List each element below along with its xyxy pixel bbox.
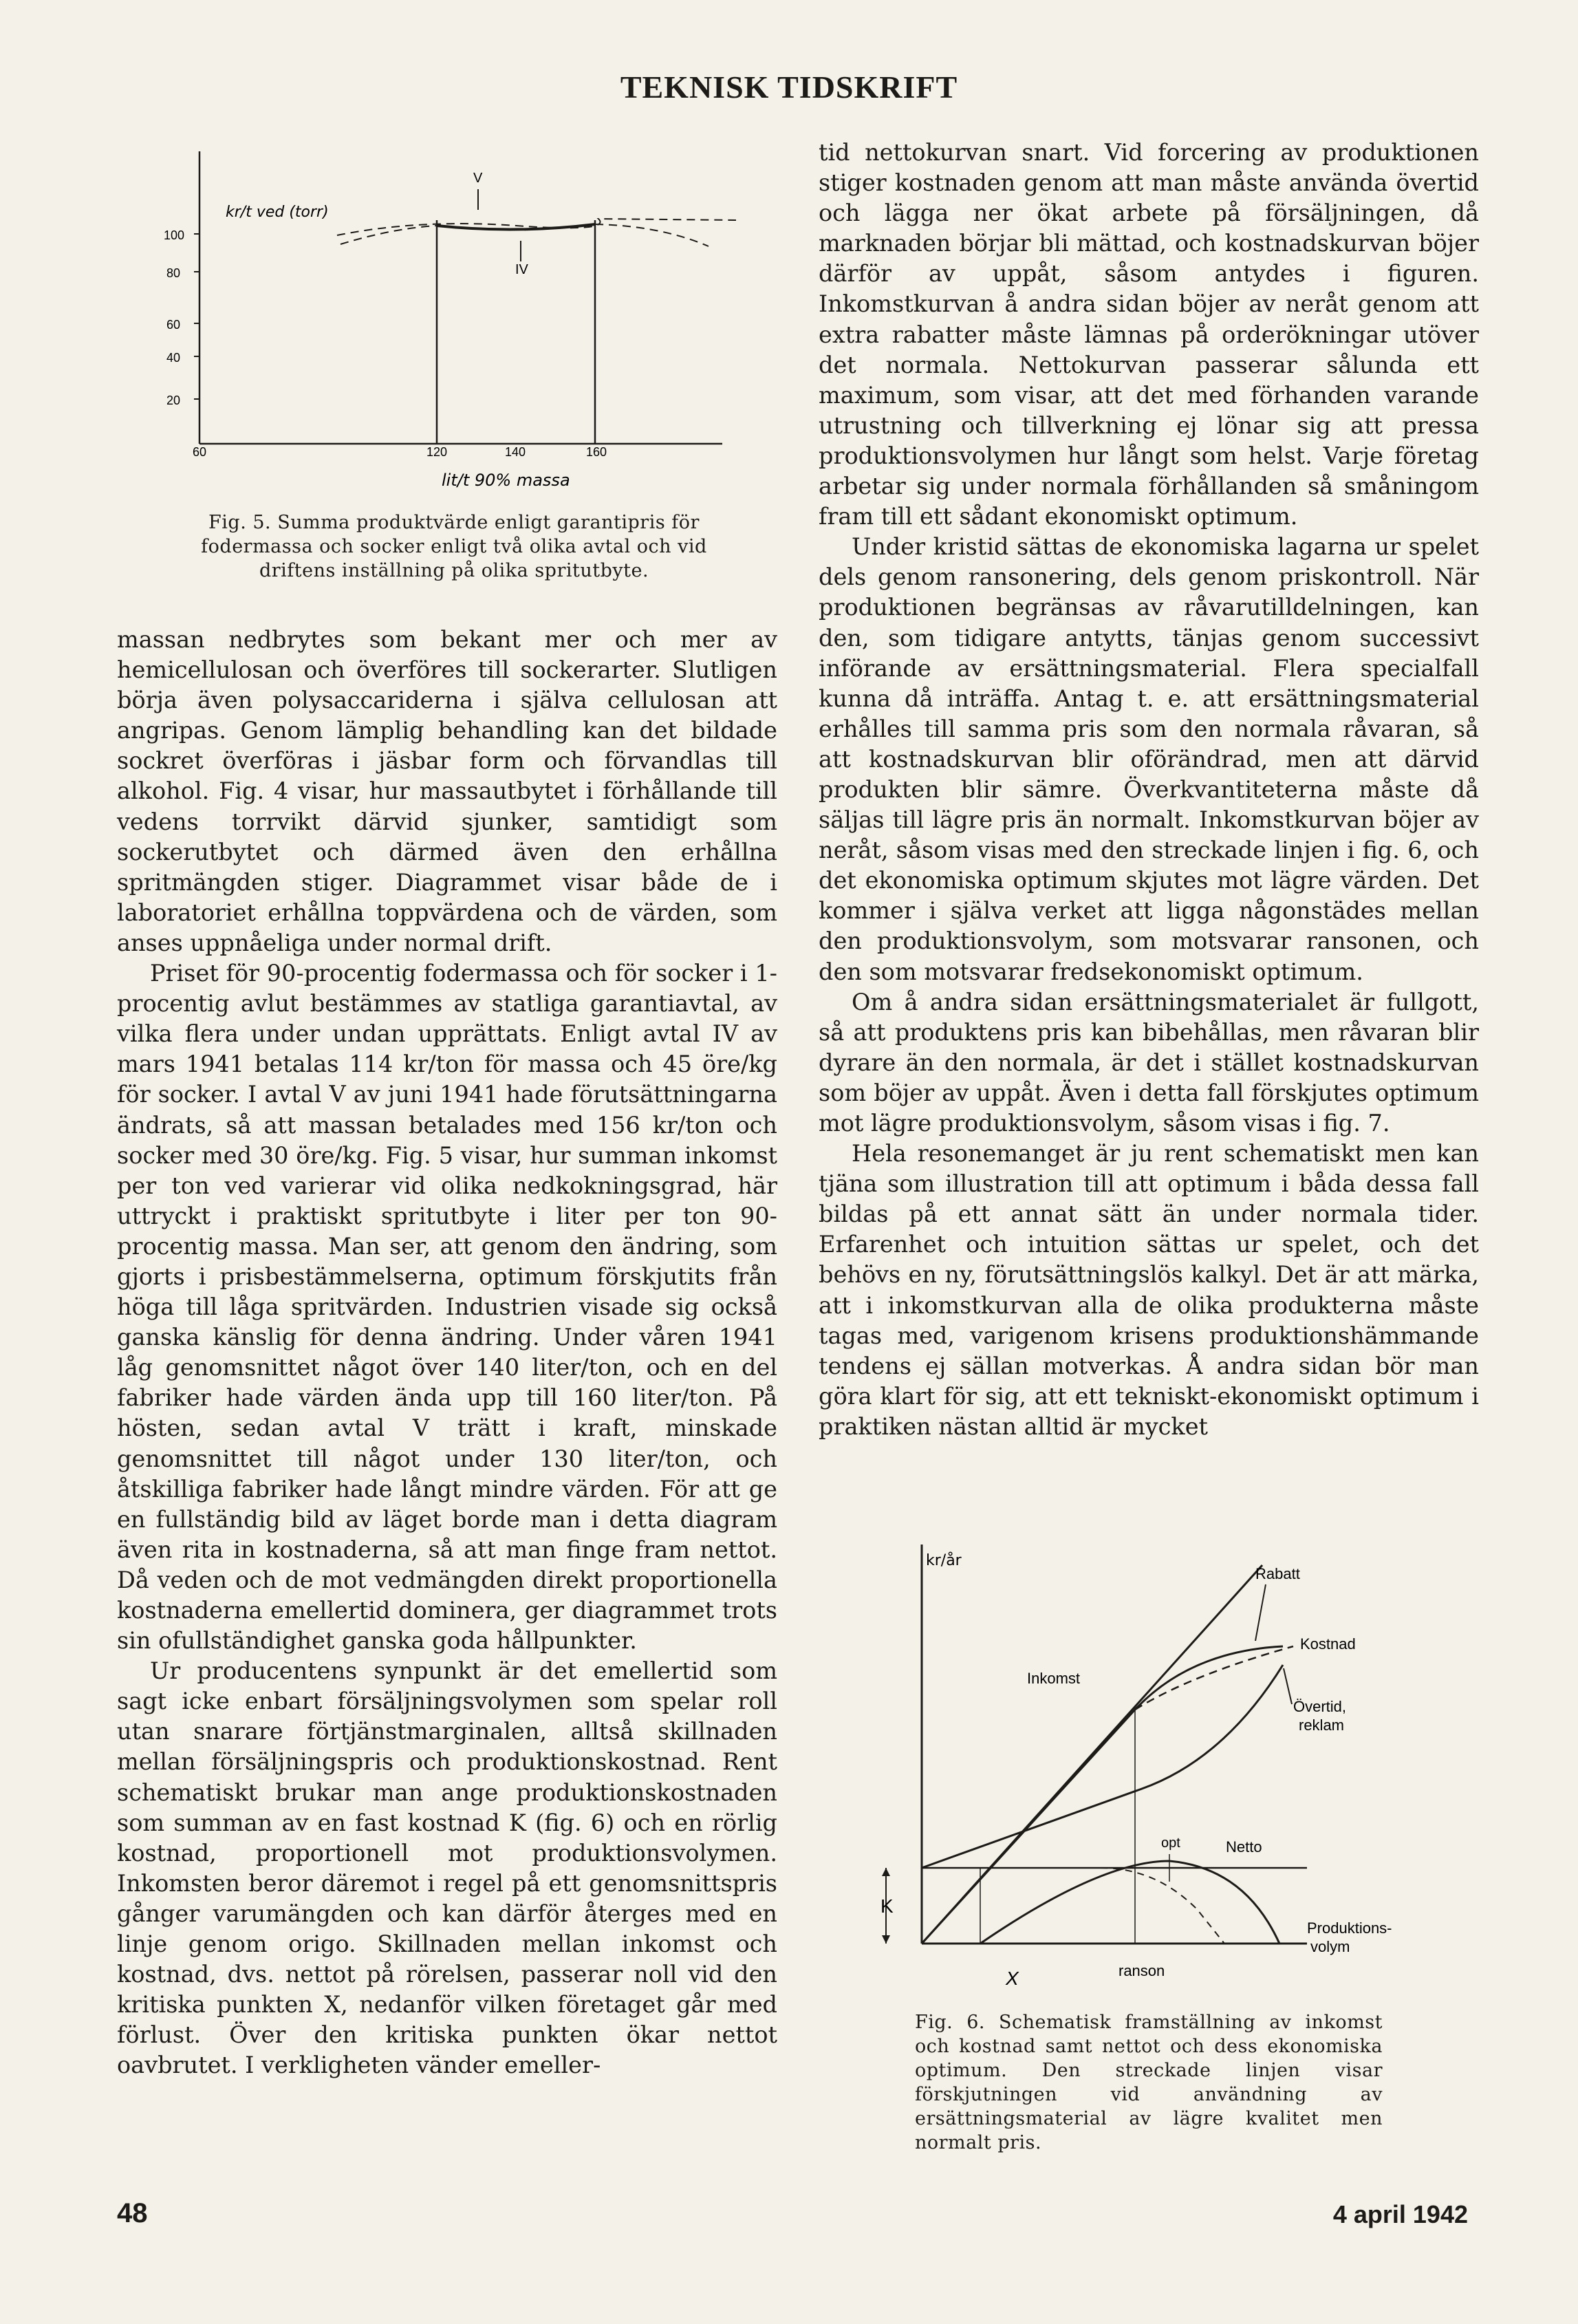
fig6-ylabel: kr/år xyxy=(926,1552,962,1569)
paragraph: Under kristid sättas de ekonomiska lagarna ur spelet dels genom ransonering, dels genom priskontroll. När produktionen begränsas av råvarutilldelningen, kan den, som tidigare antytts, tänjas genom successivt införande av ersättningsmaterial. Flera specialfall kunna då inträffa. Antag t. e. att ersättningsmaterial erhålles till samma pris som den normala råvaran, så att kostnadskurvan blir oförändrad, men att därvid produkten blir sämre. Överkvantiteterna måste då säljas till lägre pris än normalt. Inkomstkurvan böjer av neråt, såsom visas med den streckade linjen i fig. 6, och det ekonomiska optimum skjutes mot lägre värden. Det kommer i själva verket att ligga någonstädes mellan den produktionsvolym, som motsvarar ransonen, och den som motsvarar fredsekonomiskt optimum. xyxy=(819,533,1479,985)
figure-5 xyxy=(158,151,736,495)
figure-6-caption: Fig. 6. Schematisk framställning av inkomst och kostnad samt nettot och dess ekonomiska optimum. Den streckade linjen visar förskjutningen vid användning av ersättningsmaterial av lägre kvalitet men normalt pris. xyxy=(915,2012,1383,2153)
paragraph: Hela resonemanget är ju rent schematiskt men kan tjäna som illustration till att optimum i båda dessa fall bildas på ett annat sätt än under normala tider. Erfarenhet och intuition sättas ur spelet, och det behövs en ny, förutsättningslös kalkyl. Det är att märka, att i inkomstkurvan alla de olika produkterna måste tagas med, varigenom krisens produktionshämmande tendens ej sällan motverkas. Å andra sidan bör man göra klart för sig, att ett tekniskt-ekonomiskt optimum i praktiken nästan alltid är mycket xyxy=(819,1140,1479,1440)
x-tick-label: 60 xyxy=(193,445,207,459)
journal-title: TEKNISK TIDSKRIFT xyxy=(620,69,958,105)
income-curve-dashed xyxy=(1135,1646,1293,1710)
fig6-inkomst: Inkomst xyxy=(1027,1670,1081,1687)
curve-avtal-iv-dashed xyxy=(341,224,709,246)
figure-5-caption: Fig. 5. Summa produktvärde enligt garantipris för fodermassa och socker enligt två olika avtal och vid driftens inställning på olika spritutbyte. xyxy=(201,512,707,581)
x-tick-label: 140 xyxy=(505,445,526,459)
x-tick-label: 120 xyxy=(426,445,448,459)
netto-curve xyxy=(980,1861,1279,1944)
fig6-netto: Netto xyxy=(1226,1838,1262,1855)
paragraph: tid nettokurvan snart. Vid forcering av produktionen stiger kostnaden genom att man måste använda övertid och lägga ner ökat arbete på försäljningen, då marknaden börjar bli mättad, och kostnadskurvan böjer därför av uppåt, såsom antydes i figuren. Inkomstkurvan å andra sidan böjer av neråt genom att extra rabatter måste lämnas på orderökningar utöver det normala. Nettokurvan passerar sålunda ett maximum, som visar, att det med förhanden varande utrustning och tillverkning ej lönar sig att pressa produktionsvolymen hur långt som helst. Varje företag arbetar sig under normala förhållanden så småningom fram till ett sådant ekonomiskt optimum. xyxy=(819,139,1479,530)
left-column xyxy=(117,625,777,2081)
paragraph: massan nedbrytes som bekant mer och mer av hemicellulosan och överföres till sockerarter. Slutligen börja även polysaccariderna i själva cellulosan att angripas. Genom lämplig behandling kan det bildade sockret överföras i jäsbar form och förvandlas till alkohol. Fig. 4 visar, hur massautbytet i förhållande till vedens torrvikt därvid sjunker, samtidigt som sockerutbytet och därmed även den erhållna spritmängden stiger. Diagrammet visar både de i laboratoriet erhållna toppvärdena och de värden, som anses uppnåeliga under normal drift. xyxy=(117,626,777,956)
fig6-kostnad: Kostnad xyxy=(1300,1635,1356,1653)
income-curve xyxy=(922,1646,1283,1944)
issue-date: 4 april 1942 xyxy=(1332,2200,1468,2228)
fig5-ylabel: kr/t ved (torr) xyxy=(226,204,329,221)
label-iv: IV xyxy=(515,262,528,277)
fig6-produktionsvolym-2: volym xyxy=(1310,1938,1350,1955)
fig6-opt: opt xyxy=(1161,1836,1180,1851)
fig6-ranson: ranson xyxy=(1118,1962,1165,1979)
fig6-overtid-1: Övertid, xyxy=(1293,1698,1347,1715)
cost-curve xyxy=(922,1665,1283,1868)
y-tick-label: 80 xyxy=(166,266,181,280)
y-tick-label: 60 xyxy=(166,318,181,332)
fig6-rabatt: Rabatt xyxy=(1255,1565,1300,1582)
fig6-x: X xyxy=(1006,1968,1019,1985)
figure-6 xyxy=(867,1545,1486,1985)
page-number: 48 xyxy=(117,2198,148,2228)
y-tick-label: 40 xyxy=(166,351,181,365)
label-v: V xyxy=(473,171,483,186)
netto-curve-dashed xyxy=(1101,1868,1224,1944)
y-tick-label: 100 xyxy=(164,228,185,242)
fig6-k-label: K xyxy=(880,1895,894,1917)
paragraph: Priset för 90-procentig fodermassa och för socker i 1-procentig avlut bestämmes av statliga garantiavtal, av vilka flera under undan upprättats. Enligt avtal IV av mars 1941 betalas 114 kr/ton för massa och 45 öre/kg för socker. I avtal V av juni 1941 hade förutsättningarna ändrats, så att massan betalades med 156 kr/ton och socker med 30 öre/kg. Fig. 5 visar, hur summan inkomst per ton ved varierar vid olika nedkokningsgrad, här uttryckt i praktiskt spritutbyte i liter per ton 90-procentig massa. Man ser, att genom den ändring, som gjorts i prisbestämmelserna, optimum förskjutits från höga till låga spritvärden. Industrien visade sig också ganska känslig för denna ändring. Under våren 1941 låg genomsnittet något över 140 liter/ton, och en del fabriker hade värden ända upp till 160 liter/ton. På hösten, sedan avtal V trätt i kraft, minskade genomsnittet till något under 130 liter/ton, och åtskilliga fabriker hade långt mindre värden. För att ge en fullständig bild av läget borde man i detta diagram även rita in kostnaderna, så att man finge fram nettot. Då veden och de mot vedmängden direkt proportionella kostnaderna emellertid dominera, ger diagrammet trots sin ofullständighet ganska goda hållpunkter. xyxy=(117,960,777,1655)
x-tick-label: 160 xyxy=(586,445,607,459)
y-tick-label: 20 xyxy=(166,394,181,407)
y-ticks xyxy=(164,228,199,407)
right-column xyxy=(819,138,1479,1442)
fig6-produktionsvolym-1: Produktions- xyxy=(1307,1919,1392,1937)
paragraph: Om å andra sidan ersättningsmaterialet är fullgott, så att produktens pris kan bibehållas, men råvaran blir dyrare än den normala, är det i stället kostnadskurvan som böjer av uppåt. Även i detta fall förskjutes optimum mot lägre produktionsvolym, såsom visas i fig. 7. xyxy=(819,988,1479,1137)
curve-avtal-v xyxy=(337,219,736,235)
paragraph: Ur producentens synpunkt är det emellertid som sagt icke enbart försäljningsvolymen som spelar roll utan snarare förtjänstmarginalen, alltså skillnaden mellan försäljningspris och produktionskostnad. Rent schematiskt brukar man ange produktionskostnaden som summan av en fast kostnad K (fig. 6) och en rörlig kostnad, proportionell mot produktionsvolymen. Inkomsten beror däremot i regel på ett genomsnittspris gånger varumängden och kan därför återges med en linje genom origo. Skillnaden mellan inkomst och kostnad, dvs. nettot på rörelsen, passerar noll vid den kritiska punkten X, nedanför vilken företaget går med förlust. Över den kritiska punkten ökar nettot oavbrutet. I verkligheten vänder emeller- xyxy=(117,1657,777,2079)
fig5-xlabel: lit/t 90% massa xyxy=(442,471,570,490)
fig6-overtid-2: reklam xyxy=(1299,1717,1345,1734)
